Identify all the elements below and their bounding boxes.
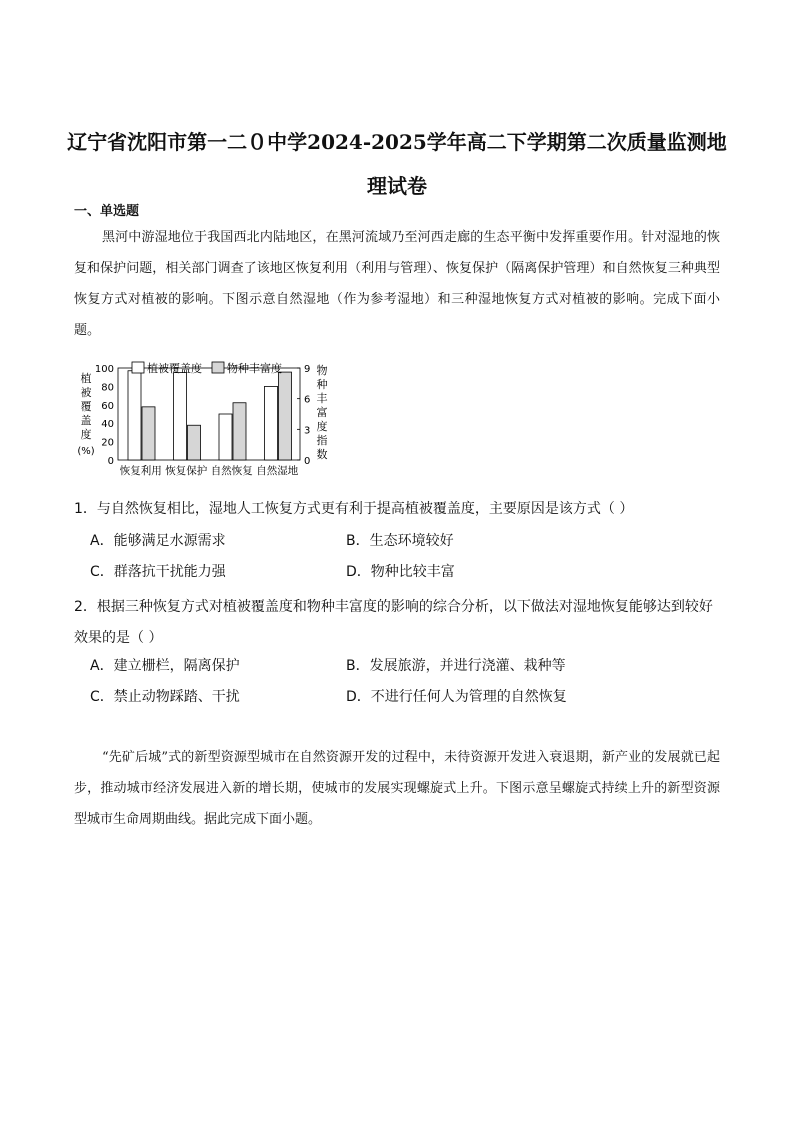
- passage-2: “先矿后城”式的新型资源型城市在自然资源开发的过程中，未待资源开发进入衰退期，新产业的发展就已起步，推动城市经济发展进入新的增长期，使城市的发展实现螺旋式上升。下图示意呈螺旋式持续上升的新型资源型城市生命周期曲线。据此完成下面小题。: [74, 750, 720, 827]
- q2-option-c[interactable]: C．禁止动物踩踏、干扰: [90, 689, 240, 705]
- bar-species-richness: [279, 372, 292, 460]
- right-axis-label-char: 指: [316, 434, 328, 447]
- q1-option-c[interactable]: C．群落抗干扰能力强: [90, 564, 226, 580]
- section-heading: 一、单选题: [74, 204, 140, 219]
- right-axis-label-char: 物: [316, 364, 328, 377]
- legend-label-vegetation: 植被覆盖度: [147, 362, 202, 375]
- left-tick-label: 40: [101, 419, 114, 431]
- legend-label-species: 物种丰富度: [227, 362, 282, 375]
- x-tick-label: 自然湿地: [256, 465, 299, 477]
- title-line-1: 辽宁省沈阳市第一二０中学2024-2025学年高二下学期第二次质量监测地: [67, 130, 727, 154]
- left-axis-label-char: 盖: [80, 414, 92, 427]
- right-tick-label: 6: [304, 394, 311, 406]
- bar-vegetation-cover: [265, 386, 278, 460]
- bar-vegetation-cover: [128, 371, 141, 460]
- bar-chart: [72, 360, 332, 490]
- bar-species-richness: [233, 403, 246, 460]
- q1-option-a[interactable]: A．能够满足水源需求: [90, 533, 226, 549]
- right-tick-label: 3: [304, 425, 311, 437]
- right-axis-label-char: 种: [316, 378, 328, 391]
- legend-swatch-species: [212, 362, 224, 373]
- q2-option-b[interactable]: B．发展旅游，并进行浇灌、栽种等: [346, 658, 566, 674]
- left-tick-label: 0: [107, 456, 114, 467]
- right-tick-label: 9: [304, 364, 311, 375]
- page-title: [40, 120, 754, 208]
- question-2: 2．根据三种恢复方式对植被覆盖度和物种丰富度的影响的综合分析，以下做法对湿地恢复能够达到较好效果的是（ ）: [74, 599, 713, 646]
- left-tick-label: 80: [101, 382, 114, 394]
- left-axis-label-char: 被: [80, 386, 92, 399]
- left-tick-label: 100: [94, 364, 114, 375]
- right-axis-label-char: 度: [316, 420, 328, 433]
- bar-vegetation-cover: [219, 414, 232, 460]
- bar-species-richness: [142, 407, 155, 460]
- left-tick-label: 20: [101, 437, 114, 449]
- left-axis-label-char: 度: [80, 428, 92, 441]
- title-line-2: 理试卷: [367, 174, 427, 198]
- right-axis-label-char: 丰: [316, 392, 328, 405]
- right-tick-label: 0: [304, 456, 311, 467]
- left-tick-label: 60: [101, 400, 114, 412]
- left-axis-label-char: 植: [80, 372, 92, 385]
- bar-species-richness: [188, 425, 201, 460]
- right-axis-label-char: 富: [316, 406, 328, 419]
- q2-option-d[interactable]: D．不进行任何人为管理的自然恢复: [346, 689, 567, 705]
- x-tick-label: 恢复利用: [119, 465, 162, 477]
- q1-option-b[interactable]: B．生态环境较好: [346, 533, 454, 549]
- x-tick-label: 恢复保护: [165, 465, 208, 477]
- right-axis-label-char: 数: [316, 448, 328, 461]
- q2-option-a[interactable]: A．建立栅栏，隔离保护: [90, 658, 240, 674]
- bar-vegetation-cover: [174, 373, 187, 460]
- passage-1: 黑河中游湿地位于我国西北内陆地区，在黑河流域乃至河西走廊的生态平衡中发挥重要作用。针对湿地的恢复和保护问题，相关部门调查了该地区恢复利用（利用与管理）、恢复保护（隔离保护管理）和自然恢复三种典型恢复方式对植被的影响。下图示意自然湿地（作为参考湿地）和三种湿地恢复方式对植被的影响。完成下面小题。: [74, 230, 720, 338]
- left-axis-label-char: 覆: [80, 400, 92, 413]
- legend-swatch-vegetation: [132, 362, 144, 373]
- question-1: 1．与自然恢复相比，湿地人工恢复方式更有利于提高植被覆盖度，主要原因是该方式（ ）: [74, 501, 634, 517]
- q1-option-d[interactable]: D．物种比较丰富: [346, 564, 455, 580]
- x-tick-label: 自然恢复: [210, 465, 253, 477]
- left-axis-label-unit: (%): [77, 446, 95, 457]
